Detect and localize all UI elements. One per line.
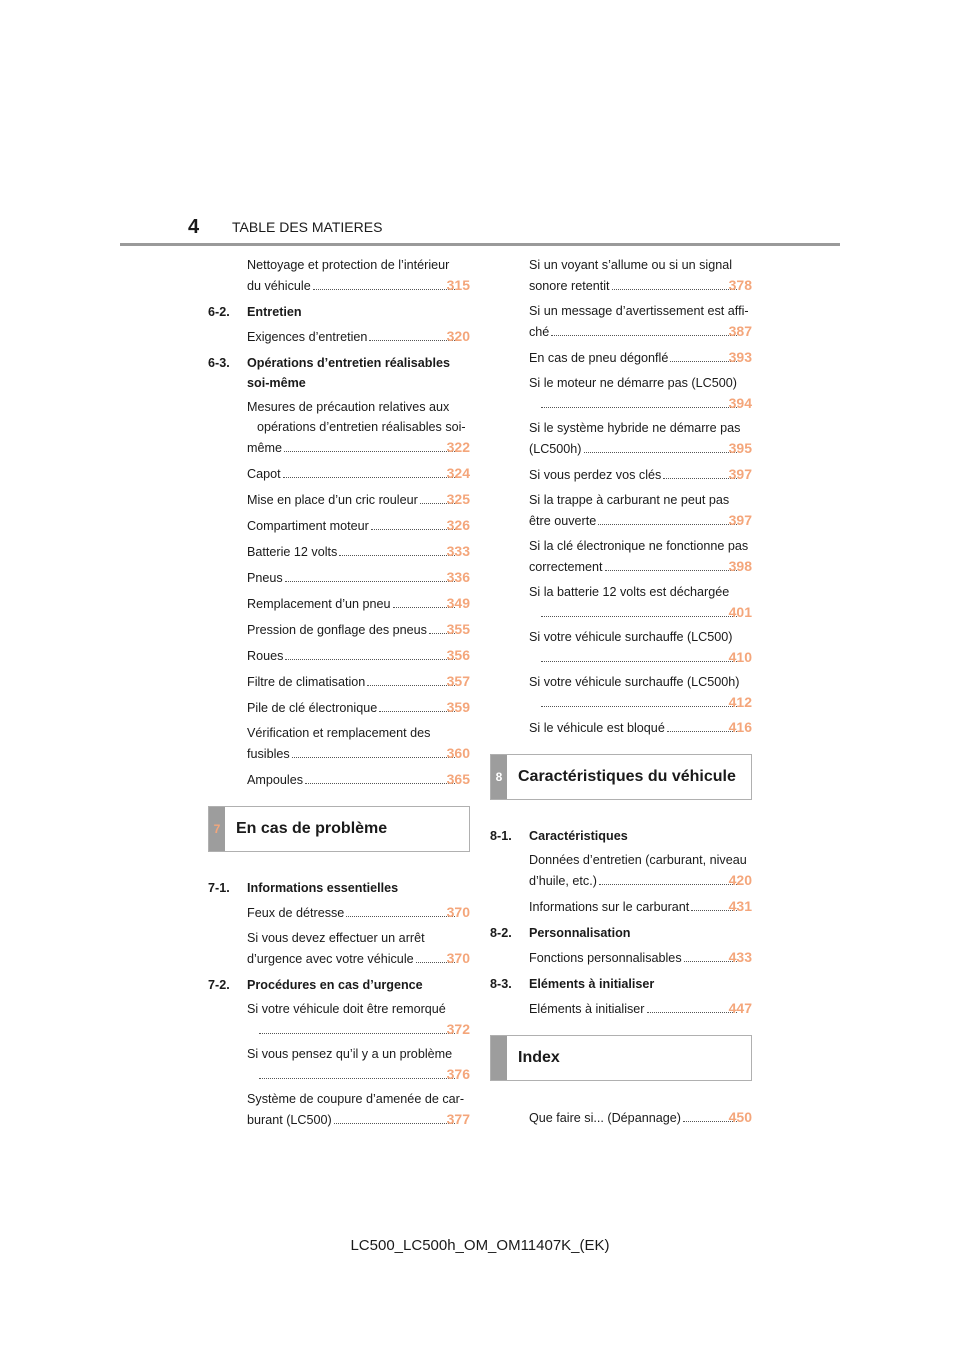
document-code: LC500_LC500h_OM_OM11407K_(EK) xyxy=(350,1237,610,1254)
toc-entry[interactable]: Si votre véhicule doit être remorqué 372 xyxy=(247,1002,470,1037)
toc-entry[interactable]: Si la batterie 12 volts est déchargée 401 xyxy=(529,585,752,620)
page-ref: 447 xyxy=(728,1000,752,1016)
page-ref: 397 xyxy=(728,466,752,482)
page-ref: 433 xyxy=(728,949,752,965)
section-heading: 6-2. Entretien xyxy=(208,305,302,319)
page-ref: 322 xyxy=(446,439,470,455)
toc-right-column xyxy=(490,255,752,1133)
toc-entry[interactable]: Informations sur le carburant 431 xyxy=(529,898,752,914)
toc-entry[interactable]: Si un voyant s’allume ou si un signal sonore retentit 378 xyxy=(529,258,752,293)
toc-entry[interactable]: Si votre véhicule surchauffe (LC500h) 412 xyxy=(529,675,752,710)
page-ref: 372 xyxy=(446,1021,470,1037)
page-ref: 398 xyxy=(728,558,752,574)
toc-entry[interactable]: Si la trappe à carburant ne peut pas être ouverte 397 xyxy=(529,493,752,528)
page-ref: 420 xyxy=(728,872,752,888)
toc-entry[interactable]: Compartiment moteur 326 xyxy=(247,517,470,533)
page-ref: 387 xyxy=(728,323,752,339)
toc-entry[interactable]: Ampoules 365 xyxy=(247,771,470,787)
page-ref: 378 xyxy=(728,277,752,293)
toc-entry[interactable]: Fonctions personnalisables 433 xyxy=(529,949,752,965)
toc-entry[interactable]: Si vous perdez vos clés 397 xyxy=(529,466,752,482)
section-heading: 8-1. Caractéristiques xyxy=(490,829,628,843)
header-rule xyxy=(120,243,840,246)
chapter-tab xyxy=(491,1036,507,1080)
toc-entry[interactable]: Si votre véhicule surchauffe (LC500) 410 xyxy=(529,630,752,665)
toc-entry[interactable]: Nettoyage et protection de l’intérieur du véhicule 315 xyxy=(247,258,470,293)
toc-entry[interactable]: Données d’entretien (carburant, niveau d’huile, etc.) 420 xyxy=(529,853,752,888)
page-ref: 410 xyxy=(728,649,752,665)
page-ref: 325 xyxy=(446,491,470,507)
chapter-tab: 7 xyxy=(209,807,225,851)
page-ref: 431 xyxy=(728,898,752,914)
page-ref: 326 xyxy=(446,517,470,533)
page-ref: 394 xyxy=(728,395,752,411)
page-header-title: TABLE DES MATIERES xyxy=(232,219,383,235)
page-ref: 450 xyxy=(728,1109,752,1125)
toc-entry[interactable]: Système de coupure d’amenée de car- burant (LC500) 377 xyxy=(247,1092,470,1127)
page-ref: 349 xyxy=(446,595,470,611)
toc-entry[interactable]: Si un message d’avertissement est affi- ché 387 xyxy=(529,304,752,339)
chapter-title: Caractéristiques du véhicule xyxy=(518,768,736,785)
chapter-title: Index xyxy=(518,1049,560,1066)
toc-entry[interactable]: Que faire si... (Dépannage) 450 xyxy=(529,1109,752,1125)
page-ref: 357 xyxy=(446,673,470,689)
toc-entry[interactable]: Eléments à initialiser 447 xyxy=(529,1000,752,1016)
page-ref: 315 xyxy=(446,277,470,293)
toc-entry[interactable]: En cas de pneu dégonflé 393 xyxy=(529,349,752,365)
chapter-box-7[interactable] xyxy=(208,806,470,852)
toc-entry[interactable]: Capot 324 xyxy=(247,465,470,481)
page-ref: 401 xyxy=(728,604,752,620)
toc-entry[interactable]: Si le système hybride ne démarre pas (LC500h) 395 xyxy=(529,421,752,456)
section-heading: 7-2. Procédures en cas d’urgence xyxy=(208,978,423,992)
chapter-title: En cas de problème xyxy=(236,820,388,837)
page-ref: 393 xyxy=(728,349,752,365)
toc-entry[interactable]: Feux de détresse 370 xyxy=(247,904,470,920)
toc-entry[interactable]: Pneus 336 xyxy=(247,569,470,585)
page-ref: 333 xyxy=(446,543,470,559)
toc-entry[interactable]: Batterie 12 volts 333 xyxy=(247,543,470,559)
page-ref: 320 xyxy=(446,328,470,344)
page-ref: 412 xyxy=(728,694,752,710)
page-ref: 416 xyxy=(728,719,752,735)
page-ref: 360 xyxy=(446,745,470,761)
page-ref: 356 xyxy=(446,647,470,663)
page-ref: 370 xyxy=(446,904,470,920)
toc-entry[interactable]: Vérification et remplacement des fusibles 360 xyxy=(247,726,470,761)
chapter-box-8[interactable] xyxy=(490,754,752,800)
toc-entry[interactable]: Si le véhicule est bloqué 416 xyxy=(529,719,752,735)
page-ref: 397 xyxy=(728,512,752,528)
toc-entry[interactable]: Mise en place d’un cric rouleur 325 xyxy=(247,491,470,507)
toc-entry[interactable]: Pression de gonflage des pneus 355 xyxy=(247,621,470,637)
page-number: 4 xyxy=(188,216,200,238)
toc-entry[interactable]: Exigences d’entretien 320 xyxy=(247,328,470,344)
toc-entry[interactable]: Remplacement d’un pneu 349 xyxy=(247,595,470,611)
toc-left-column xyxy=(208,255,470,1135)
chapter-tab: 8 xyxy=(491,755,507,799)
toc-entry[interactable]: Si vous pensez qu’il y a un problème 376 xyxy=(247,1047,470,1082)
section-heading: 8-2. Personnalisation xyxy=(490,926,631,940)
toc-entry[interactable]: Si vous devez effectuer un arrêt d’urgence avec votre véhicule 370 xyxy=(247,931,470,966)
page-ref: 359 xyxy=(446,699,470,715)
toc-entry[interactable]: Mesures de précaution relatives aux opérations d’entretien réalisables soi- même 322 xyxy=(247,400,470,455)
toc-entry[interactable]: Si le moteur ne démarre pas (LC500) 394 xyxy=(529,376,752,411)
toc-entry[interactable]: Filtre de climatisation 357 xyxy=(247,673,470,689)
toc-entry[interactable]: Roues 356 xyxy=(247,647,470,663)
section-heading: 7-1. Informations essentielles xyxy=(208,881,399,895)
page-ref: 365 xyxy=(446,771,470,787)
section-heading: 8-3. Eléments à initialiser xyxy=(490,977,655,991)
toc-entry[interactable]: Pile de clé électronique 359 xyxy=(247,699,470,715)
page-ref: 355 xyxy=(446,621,470,637)
toc-entry[interactable]: Si la clé électronique ne fonctionne pas correctement 398 xyxy=(529,539,752,574)
chapter-box-index[interactable] xyxy=(490,1035,752,1081)
page-ref: 376 xyxy=(446,1066,470,1082)
page-ref: 324 xyxy=(446,465,470,481)
section-heading: 6-3. Opérations d’entretien réalisables soi-même xyxy=(208,356,450,390)
page-ref: 336 xyxy=(446,569,470,585)
page-ref: 370 xyxy=(446,950,470,966)
page-ref: 377 xyxy=(446,1111,470,1127)
page-ref: 395 xyxy=(728,440,752,456)
